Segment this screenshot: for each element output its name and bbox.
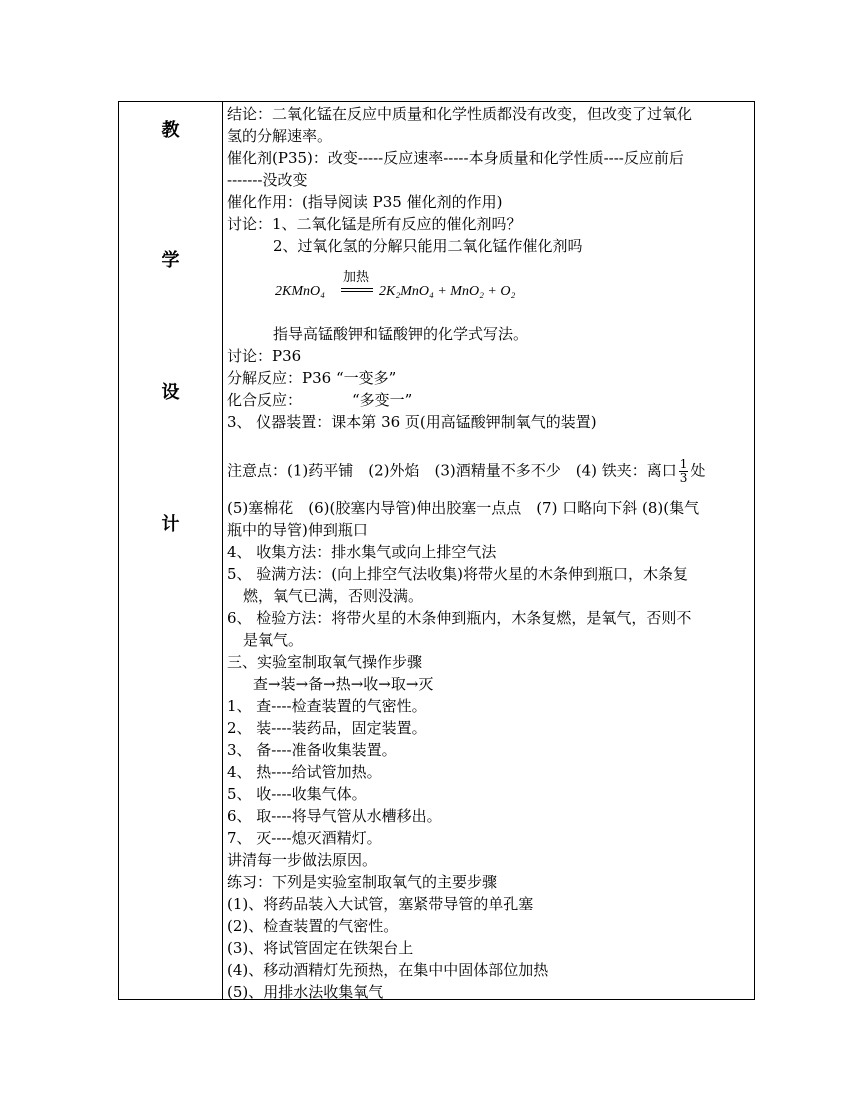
text-line: 5、 验满方法：(向上排空气法收集)将带火星的木条伸到瓶口，木条复 (227, 565, 689, 583)
text-line: 指导高锰酸钾和锰酸钾的化学式写法。 (273, 325, 529, 343)
text-segment: 注意点：(1)药平铺 (2)外焰 (3)酒精量不多不少 (4) 铁夹：离口 (227, 461, 677, 480)
side-label-jiao: 教 (161, 120, 180, 141)
side-label-column (119, 102, 223, 999)
text-line: 3、 仪器装置：课本第 36 页(用高锰酸钾制氧气的装置) (227, 413, 597, 431)
text-line: (4)、移动酒精灯先预热，在集中中固体部位加热 (227, 961, 549, 979)
text-line: 瓶中的导管)伸到瓶口 (227, 521, 368, 539)
text-line: -------没改变 (227, 171, 308, 189)
text-line: 催化作用：(指导阅读 P35 催化剂的作用) (227, 193, 503, 211)
fraction-one-third: $\frac{1}{3}$ (679, 457, 688, 485)
text-line: 3、 备----准备收集装置。 (227, 741, 397, 759)
text-line: 4、 热----给试管加热。 (227, 763, 382, 781)
text-line: 7、 灭----熄灭酒精灯。 (227, 829, 382, 847)
text-line (227, 390, 412, 410)
text-line: (5)、用排水法收集氧气 (227, 983, 384, 1001)
text-line: 结论：二氧化锰在反应中质量和化学性质都没有改变，但改变了过氧化 (227, 105, 693, 123)
chemical-equation (275, 270, 575, 310)
equation-rhs: 2K₂MnO₄ + MnO₂ + O₂ (379, 284, 516, 299)
text-line: 讲清每一步做法原因。 (227, 851, 378, 869)
text-line: 催化剂(P35)：改变-----反应速率-----本身质量和化学性质----反应前后 (227, 149, 684, 167)
side-label-she: 设 (161, 382, 180, 403)
equation-arrow (341, 288, 373, 292)
text-line: 2、过氧化氢的分解只能用二氧化锰作催化剂吗 (273, 237, 583, 255)
lesson-table (118, 101, 755, 1000)
text-line: 6、 取----将导气管从水槽移出。 (227, 807, 442, 825)
text-line: 氢的分解速率。 (227, 127, 333, 145)
text-line: 1、 查----检查装置的气密性。 (227, 697, 427, 715)
text-line: (1)、将药品装入大试管，塞紧带导管的单孔塞 (227, 895, 534, 913)
text-line: 4、 收集方法：排水集气或向上排空气法 (227, 543, 497, 561)
text-line: 讨论：1、二氧化锰是所有反应的催化剂吗？ (227, 215, 522, 233)
side-label-ji: 计 (161, 514, 180, 535)
text-line: 6、 检验方法：将带火星的木条伸到瓶内，木条复燃，是氧气，否则不 (227, 609, 692, 627)
text-segment: 处 (690, 461, 706, 480)
text-line: 三、实验室制取氧气操作步骤 (227, 653, 423, 671)
text-line: 查→装→备→热→收→取→灭 (253, 675, 434, 693)
text-line: (3)、将试管固定在铁架台上 (227, 939, 414, 957)
text-line: 5、 收----收集气体。 (227, 785, 367, 803)
text-line: 分解反应：P36 “一变多” (227, 369, 397, 387)
text-line: 讨论：P36 (227, 347, 302, 365)
text-segment: 化合反应： (227, 391, 303, 409)
text-line: 是氧气。 (243, 631, 304, 649)
side-label-xue: 学 (161, 250, 180, 271)
text-line (227, 458, 705, 485)
text-line: 练习：下列是实验室制取氧气的主要步骤 (227, 873, 498, 891)
text-line: 2、 装----装药品，固定装置。 (227, 719, 427, 737)
equation-lhs: 2KMnO₄ (275, 284, 325, 299)
equation-condition: 加热 (343, 269, 370, 284)
text-line: (5)塞棉花 (6)(胶塞内导管)伸出胶塞一点点 (7) 口略向下斜 (8)(集气 (227, 499, 700, 517)
text-line: 燃，氧气已满，否则没满。 (243, 587, 424, 605)
text-line: (2)、检查装置的气密性。 (227, 917, 399, 935)
text-segment: “多变一” (352, 391, 413, 409)
